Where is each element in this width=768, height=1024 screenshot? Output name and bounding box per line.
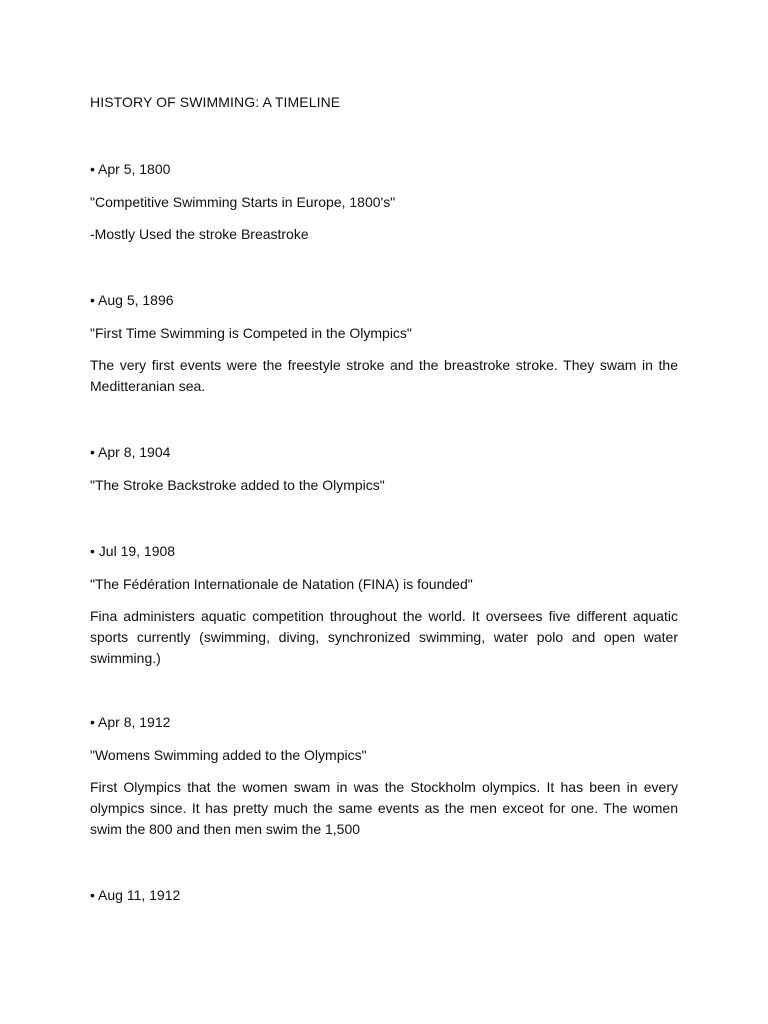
timeline-entry <box>90 541 678 669</box>
timeline-entry <box>90 712 678 840</box>
entry-date: • Aug 11, 1912 <box>90 887 181 903</box>
timeline-entry <box>90 290 678 397</box>
entry-date: • Apr 8, 1904 <box>90 444 171 460</box>
page-title: HISTORY OF SWIMMING: A TIMELINE <box>90 94 341 110</box>
entry-description: First Olympics that the women swam in was the Stockholm olympics. It has been in every olympics since. It has pretty much the same events as the men exceot for one. The women swim the 800 and then men swim the 1,500 <box>90 779 678 837</box>
entry-description: Fina administers aquatic competition throughout the world. It oversees five different aquatic sports currently (swimming, diving, synchronized swimming, water polo and open water swimming.) <box>90 608 678 666</box>
entry-date: • Apr 8, 1912 <box>90 714 171 730</box>
timeline-entry <box>90 159 678 245</box>
entry-headline: "The Fédération Internationale de Natation (FINA) is founded" <box>90 576 473 592</box>
entry-headline: "The Stroke Backstroke added to the Olympics" <box>90 477 385 493</box>
entry-date: • Jul 19, 1908 <box>90 543 176 559</box>
entry-description: -Mostly Used the stroke Breastroke <box>90 226 309 242</box>
entry-headline: "Womens Swimming added to the Olympics" <box>90 747 367 763</box>
entry-headline: "Competitive Swimming Starts in Europe, 1800's" <box>90 194 396 210</box>
entry-date: • Aug 5, 1896 <box>90 292 174 308</box>
entry-date: • Apr 5, 1800 <box>90 161 171 177</box>
timeline-entry <box>90 442 678 495</box>
timeline-entry <box>90 885 678 905</box>
entry-description: The very first events were the freestyle stroke and the breastroke stroke. They swam in the Meditteranian sea. <box>90 357 678 394</box>
entry-headline: "First Time Swimming is Competed in the Olympics" <box>90 325 412 341</box>
